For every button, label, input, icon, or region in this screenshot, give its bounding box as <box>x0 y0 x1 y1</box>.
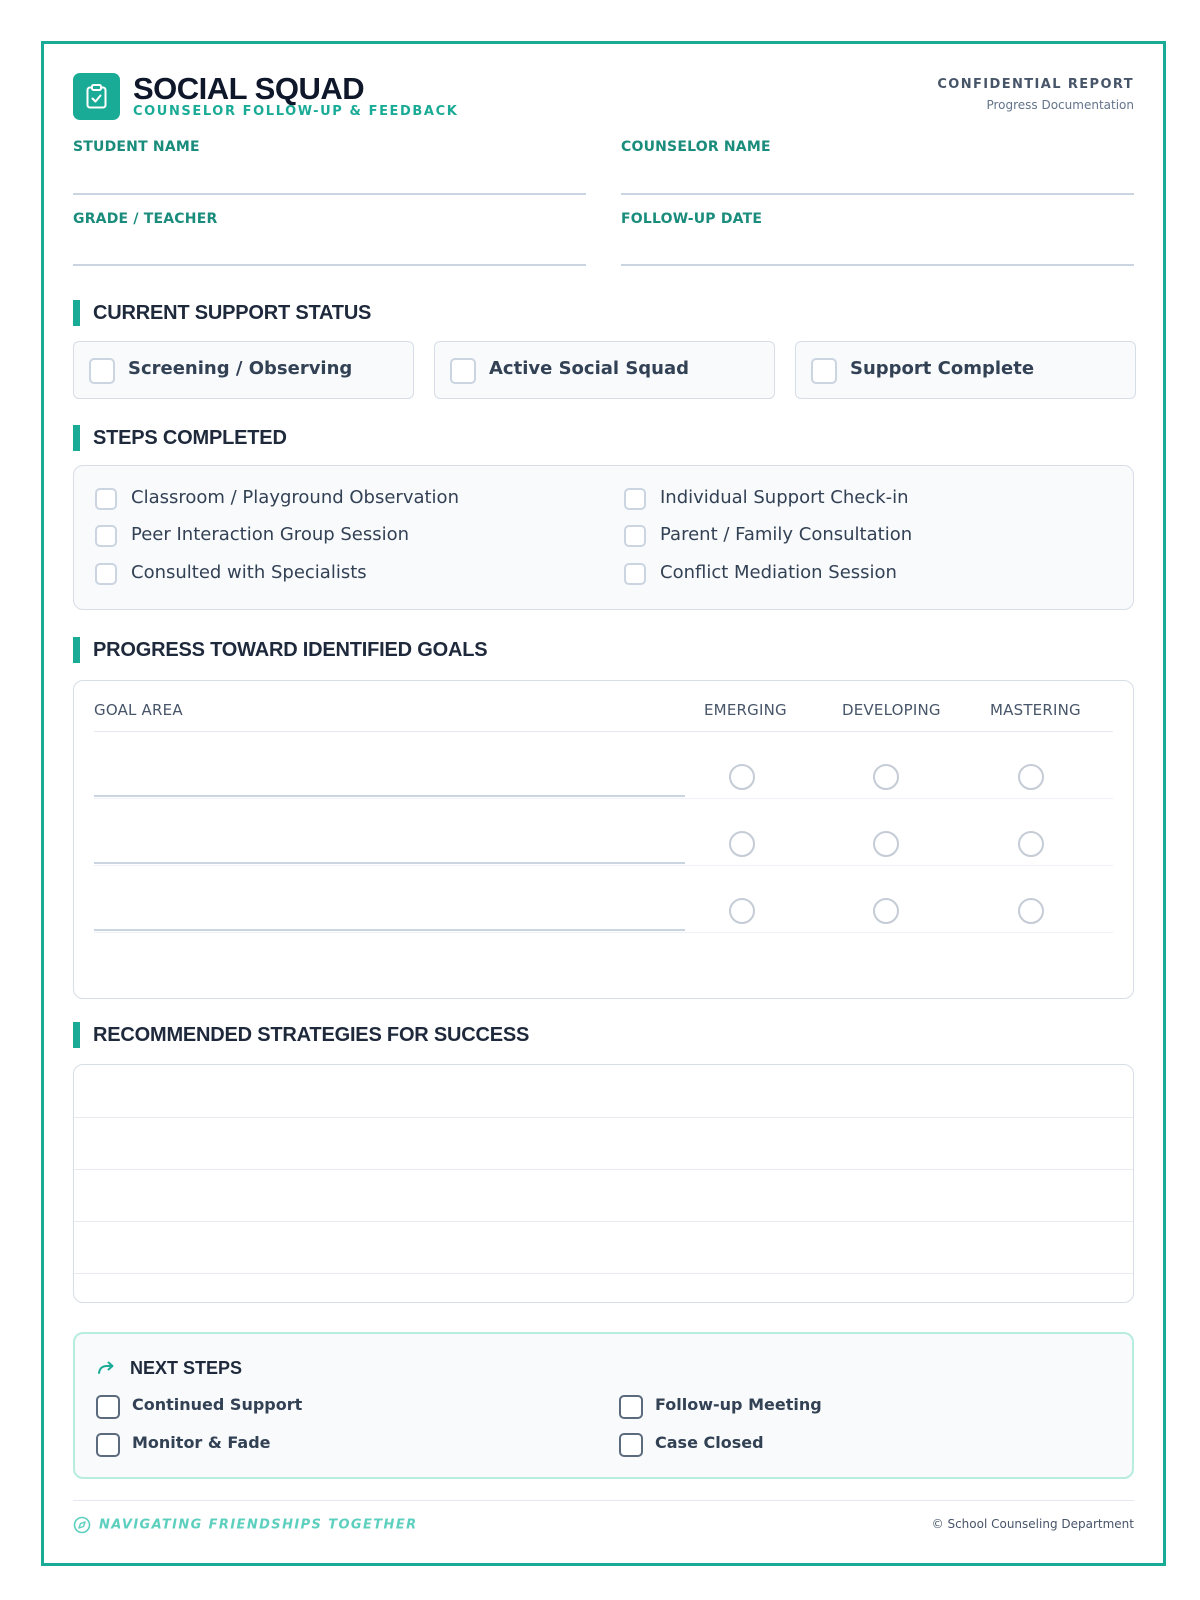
checkbox[interactable] <box>811 358 837 384</box>
followup-date-field[interactable] <box>621 211 1134 266</box>
checkbox[interactable] <box>96 1433 120 1457</box>
col-goal-area: GOAL AREA <box>94 701 183 719</box>
checkbox[interactable] <box>450 358 476 384</box>
writing-line <box>74 1221 1133 1222</box>
student-name-field[interactable] <box>73 139 586 195</box>
goal-text-line[interactable] <box>94 795 685 797</box>
strategies-heading: RECOMMENDED STRATEGIES FOR SUCCESS <box>93 1024 530 1046</box>
goal-text-line[interactable] <box>94 862 685 864</box>
checkbox[interactable] <box>624 525 646 547</box>
step-label: Consulted with Specialists <box>131 562 367 583</box>
logo-badge <box>73 73 120 120</box>
next-steps-box <box>73 1332 1134 1479</box>
radio-developing[interactable] <box>873 764 899 790</box>
steps-box <box>73 465 1134 610</box>
footer-tagline-text: NAVIGATING FRIENDSHIPS TOGETHER <box>99 1517 418 1533</box>
report-subtitle: Progress Documentation <box>986 98 1134 112</box>
radio-mastering[interactable] <box>1018 831 1044 857</box>
radio-mastering[interactable] <box>1018 764 1044 790</box>
strategies-writing-area[interactable] <box>73 1064 1134 1303</box>
step-label: Classroom / Playground Observation <box>131 487 459 508</box>
section-accent-bar <box>73 425 80 451</box>
goal-text-line[interactable] <box>94 929 685 931</box>
clipboard-check-icon <box>86 84 107 109</box>
checkbox[interactable] <box>95 525 117 547</box>
steps-heading: STEPS COMPLETED <box>93 427 287 449</box>
followup-date-label: FOLLOW-UP DATE <box>621 211 763 227</box>
next-step-label: Continued Support <box>132 1395 303 1414</box>
confidential-label: CONFIDENTIAL REPORT <box>937 77 1134 92</box>
goal-row <box>94 732 1113 799</box>
form-title: SOCIAL SQUAD <box>133 71 365 106</box>
checkbox[interactable] <box>89 358 115 384</box>
form-frame <box>41 41 1166 1566</box>
checkbox[interactable] <box>619 1395 643 1419</box>
radio-developing[interactable] <box>873 898 899 924</box>
section-accent-bar <box>73 637 80 663</box>
radio-developing[interactable] <box>873 831 899 857</box>
step-label: Peer Interaction Group Session <box>131 524 410 545</box>
next-steps-heading: NEXT STEPS <box>130 1358 243 1378</box>
support-status-heading: CURRENT SUPPORT STATUS <box>93 302 372 324</box>
col-mastering: MASTERING <box>990 701 1081 719</box>
compass-icon <box>73 1516 91 1534</box>
radio-emerging[interactable] <box>729 764 755 790</box>
checkbox[interactable] <box>624 488 646 510</box>
footer-copyright: © School Counseling Department <box>931 1517 1134 1531</box>
col-developing: DEVELOPING <box>842 701 941 719</box>
writing-line <box>74 1117 1133 1118</box>
status-label: Active Social Squad <box>489 358 690 379</box>
radio-emerging[interactable] <box>729 898 755 924</box>
goal-row <box>94 799 1113 866</box>
counselor-name-label: COUNSELOR NAME <box>621 139 771 155</box>
section-title-goals <box>73 637 487 663</box>
writing-line <box>74 1169 1133 1170</box>
writing-line <box>74 1273 1133 1274</box>
status-label: Screening / Observing <box>128 358 353 379</box>
status-option-screening[interactable] <box>73 341 414 399</box>
grade-teacher-field[interactable] <box>73 211 586 266</box>
step-label: Parent / Family Consultation <box>660 524 913 545</box>
section-title-support-status <box>73 300 371 326</box>
section-title-steps <box>73 425 287 451</box>
step-label: Individual Support Check-in <box>660 487 909 508</box>
form-header <box>73 73 1134 133</box>
form-subtitle: COUNSELOR FOLLOW-UP & FEEDBACK <box>133 104 459 119</box>
grade-teacher-label: GRADE / TEACHER <box>73 211 218 227</box>
checkbox[interactable] <box>96 1395 120 1419</box>
footer-divider <box>73 1500 1134 1501</box>
goal-row <box>94 866 1113 933</box>
status-label: Support Complete <box>850 358 1035 379</box>
checkbox[interactable] <box>624 563 646 585</box>
student-name-label: STUDENT NAME <box>73 139 200 155</box>
step-label: Conflict Mediation Session <box>660 562 897 583</box>
counselor-name-field[interactable] <box>621 139 1134 195</box>
checkbox[interactable] <box>95 488 117 510</box>
next-step-label: Monitor & Fade <box>132 1433 271 1452</box>
section-accent-bar <box>73 1022 80 1048</box>
radio-mastering[interactable] <box>1018 898 1044 924</box>
next-step-label: Case Closed <box>655 1433 764 1452</box>
section-accent-bar <box>73 300 80 326</box>
status-option-complete[interactable] <box>795 341 1136 399</box>
checkbox[interactable] <box>95 563 117 585</box>
form-content <box>73 44 1134 1563</box>
footer-tagline <box>73 1516 418 1534</box>
radio-emerging[interactable] <box>729 831 755 857</box>
col-emerging: EMERGING <box>704 701 787 719</box>
status-option-active[interactable] <box>434 341 775 399</box>
goals-table <box>73 680 1134 999</box>
checkbox[interactable] <box>619 1433 643 1457</box>
next-step-label: Follow-up Meeting <box>655 1395 822 1414</box>
section-title-strategies <box>73 1022 529 1048</box>
arrow-forward-icon <box>97 1361 115 1375</box>
goals-heading: PROGRESS TOWARD IDENTIFIED GOALS <box>93 639 488 661</box>
